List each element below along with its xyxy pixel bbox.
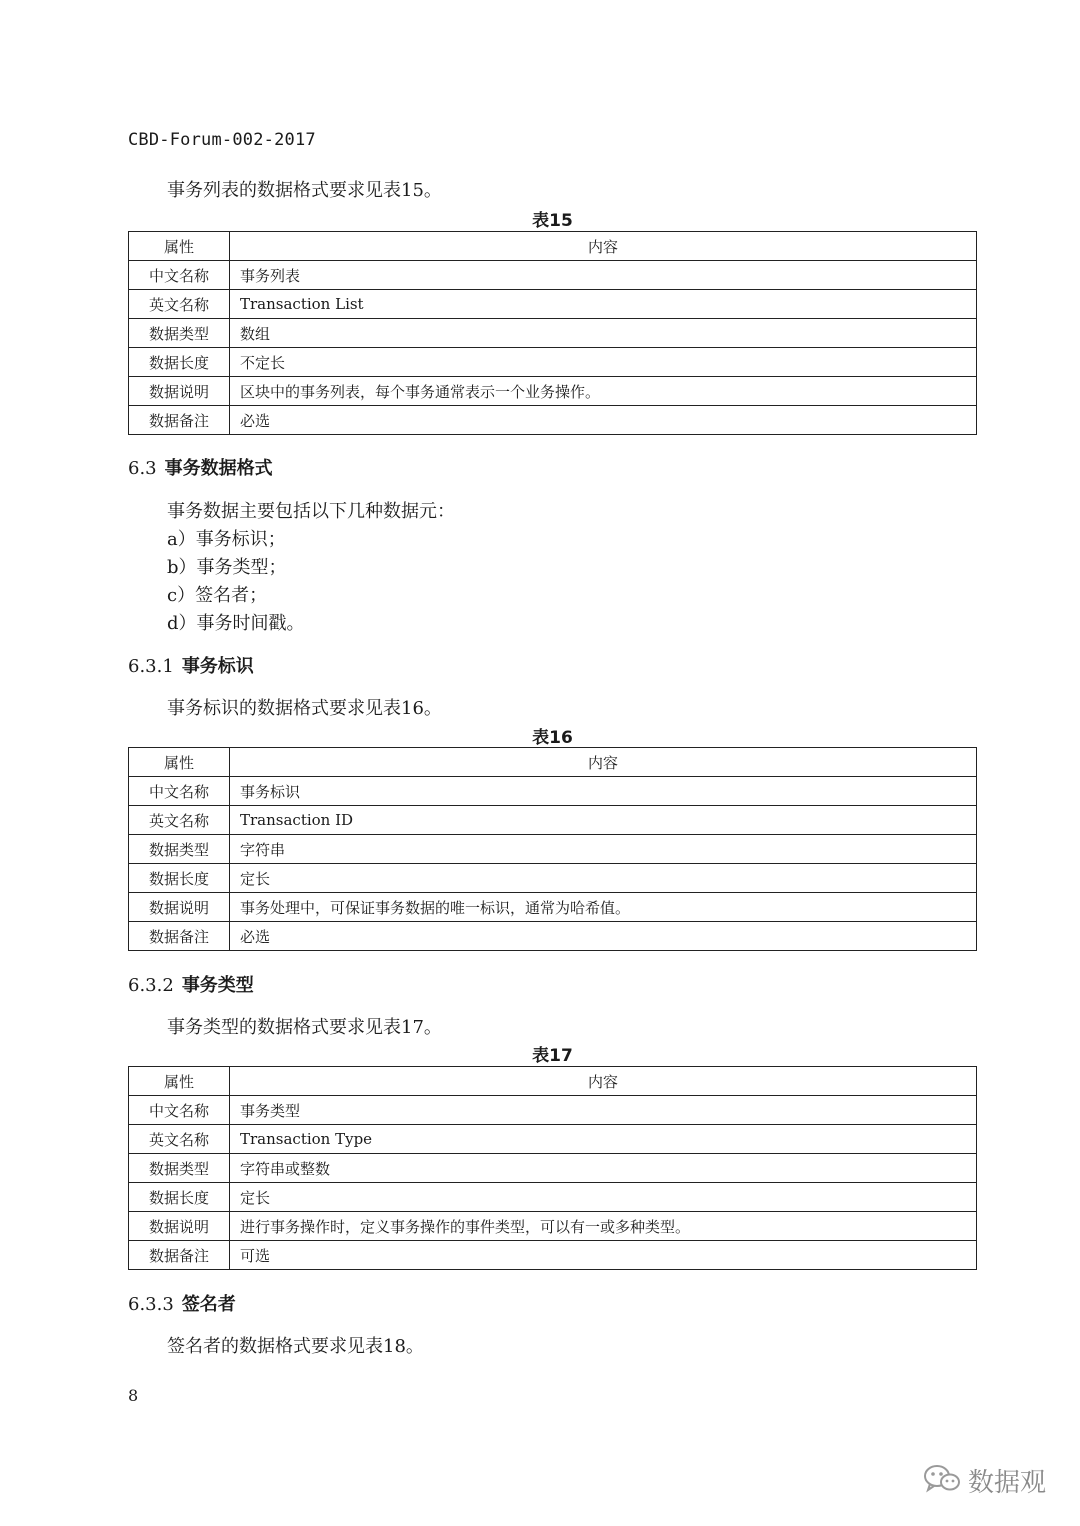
section-heading-6-3-3	[128, 1290, 236, 1316]
table15-caption: 表15	[532, 211, 573, 231]
attr-cell: 数据备注	[129, 1241, 230, 1270]
document-id: CBD-Forum-002-2017	[128, 130, 316, 150]
table-row	[129, 406, 977, 435]
value-cell: 必选	[230, 406, 977, 435]
value-cell: 事务类型	[230, 1096, 977, 1125]
header-cell: 属性	[129, 748, 230, 777]
attr-cell: 数据说明	[129, 893, 230, 922]
watermark-text: 数据观	[968, 1468, 1047, 1498]
value-cell: 区块中的事务列表，每个事务通常表示一个业务操作。	[230, 377, 977, 406]
header-cell: 属性	[129, 1067, 230, 1096]
table-row	[129, 348, 977, 377]
attr-cell: 数据类型	[129, 1154, 230, 1183]
table-header-row	[129, 232, 977, 261]
attr-cell: 数据类型	[129, 319, 230, 348]
section-number: 6.3	[128, 458, 157, 479]
header-cell: 内容	[230, 1067, 977, 1096]
table-row	[129, 835, 977, 864]
table-row	[129, 290, 977, 319]
table17-caption: 表17	[532, 1046, 573, 1066]
table-row	[129, 1241, 977, 1270]
table-row	[129, 893, 977, 922]
value-cell: 字符串或整数	[230, 1154, 977, 1183]
list-item: a）事务标识；	[167, 529, 286, 550]
header-cell: 内容	[230, 748, 977, 777]
value-cell: Transaction ID	[230, 806, 977, 835]
table17-intro: 事务类型的数据格式要求见表17。	[167, 1017, 442, 1038]
attr-cell: 数据说明	[129, 377, 230, 406]
table16-caption: 表16	[532, 728, 573, 748]
value-cell: 必选	[230, 922, 977, 951]
value-cell: 不定长	[230, 348, 977, 377]
watermark	[922, 1462, 1046, 1499]
section-title: 事务类型	[181, 975, 254, 996]
table-row	[129, 806, 977, 835]
list-item: b）事务类型；	[167, 557, 287, 578]
header-cell: 内容	[230, 232, 977, 261]
attr-cell: 英文名称	[129, 806, 230, 835]
attr-cell: 中文名称	[129, 777, 230, 806]
attr-cell: 中文名称	[129, 261, 230, 290]
table15-intro: 事务列表的数据格式要求见表15。	[167, 180, 442, 201]
value-cell: 定长	[230, 1183, 977, 1212]
table18-intro: 签名者的数据格式要求见表18。	[167, 1336, 424, 1357]
section-title: 签名者	[181, 1294, 236, 1315]
section-number: 6.3.3	[128, 1294, 174, 1315]
attr-cell: 数据长度	[129, 1183, 230, 1212]
table16-intro: 事务标识的数据格式要求见表16。	[167, 698, 442, 719]
attr-cell: 数据类型	[129, 835, 230, 864]
page-number: 8	[128, 1386, 139, 1405]
section-title: 事务标识	[181, 656, 254, 677]
section-number: 6.3.2	[128, 975, 174, 996]
table-row	[129, 261, 977, 290]
value-cell: 事务标识	[230, 777, 977, 806]
table-row	[129, 1096, 977, 1125]
table17	[128, 1066, 977, 1270]
wechat-icon	[922, 1463, 962, 1499]
section-heading-6-3-1	[128, 652, 254, 678]
value-cell: 事务列表	[230, 261, 977, 290]
table-row	[129, 1183, 977, 1212]
list-item: c）签名者；	[167, 585, 268, 606]
table16	[128, 747, 977, 951]
header-cell: 属性	[129, 232, 230, 261]
table-header-row	[129, 748, 977, 777]
value-cell: 事务处理中，可保证事务数据的唯一标识，通常为哈希值。	[230, 893, 977, 922]
value-cell: 字符串	[230, 835, 977, 864]
value-cell: 数组	[230, 319, 977, 348]
table-row	[129, 922, 977, 951]
table-row	[129, 1125, 977, 1154]
table-header-row	[129, 1067, 977, 1096]
attr-cell: 英文名称	[129, 290, 230, 319]
attr-cell: 数据备注	[129, 922, 230, 951]
section-heading-6-3-2	[128, 971, 254, 997]
table-row	[129, 319, 977, 348]
section-title: 事务数据格式	[164, 458, 273, 479]
table15	[128, 231, 977, 435]
table-row	[129, 1154, 977, 1183]
attr-cell: 中文名称	[129, 1096, 230, 1125]
value-cell: 进行事务操作时，定义事务操作的事件类型，可以有一或多种类型。	[230, 1212, 977, 1241]
table-row	[129, 777, 977, 806]
section-number: 6.3.1	[128, 656, 174, 677]
section-6-3-intro: 事务数据主要包括以下几种数据元：	[167, 501, 455, 522]
attr-cell: 数据长度	[129, 348, 230, 377]
value-cell: 可选	[230, 1241, 977, 1270]
table-row	[129, 377, 977, 406]
table-row	[129, 864, 977, 893]
attr-cell: 英文名称	[129, 1125, 230, 1154]
value-cell: Transaction Type	[230, 1125, 977, 1154]
attr-cell: 数据说明	[129, 1212, 230, 1241]
attr-cell: 数据备注	[129, 406, 230, 435]
value-cell: Transaction List	[230, 290, 977, 319]
table-row	[129, 1212, 977, 1241]
value-cell: 定长	[230, 864, 977, 893]
attr-cell: 数据长度	[129, 864, 230, 893]
list-item: d）事务时间戳。	[167, 613, 305, 634]
section-heading-6-3	[128, 454, 273, 480]
